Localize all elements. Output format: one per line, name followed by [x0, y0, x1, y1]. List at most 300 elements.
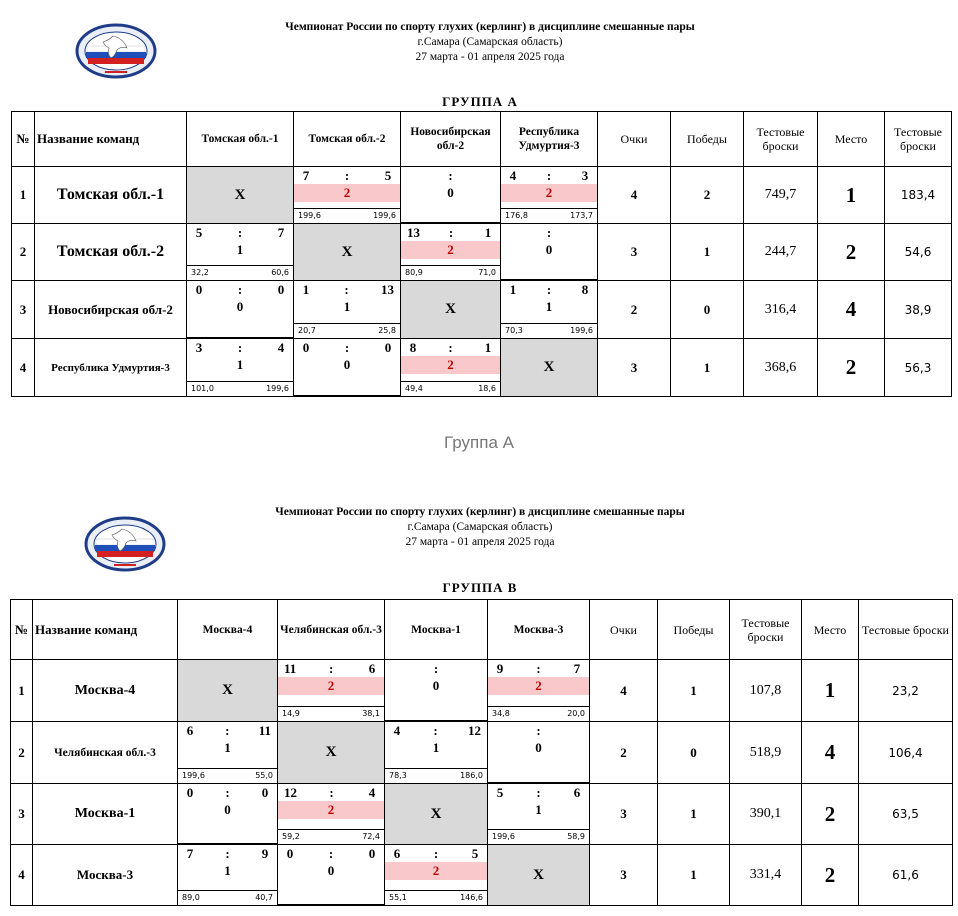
score-separator: :	[328, 661, 334, 676]
match-points: 0	[224, 802, 231, 817]
match-result	[178, 722, 277, 783]
match-cell	[385, 722, 488, 784]
team-name: Челябинская обл.-3	[33, 722, 178, 784]
points: 2	[598, 281, 671, 339]
test-throw-opponent: 38,1	[362, 709, 380, 718]
table-row	[12, 224, 952, 281]
score-separator: :	[344, 282, 349, 297]
match-result	[401, 224, 500, 280]
score-own: 6	[393, 846, 401, 861]
col-test-throws: Тестовые броски	[730, 600, 802, 660]
score-own: 6	[186, 723, 194, 738]
test-throws-2: 106,4	[859, 722, 953, 784]
score-own: 9	[496, 661, 504, 676]
match-score	[294, 339, 400, 356]
score-separator: :	[546, 282, 552, 297]
match-points: 0	[327, 863, 335, 878]
team-name: Томская обл.-2	[35, 224, 187, 281]
test-throws-2: 23,2	[859, 660, 953, 722]
championship-title: Чемпионат России по спорту глухих (керлинг) в дисциплине смешанные пары	[285, 21, 695, 33]
score-own: 12	[284, 785, 297, 800]
col-team-2: Челябинская обл.-3	[278, 600, 385, 660]
match-cell	[278, 784, 385, 845]
test-throws-pair	[488, 829, 589, 844]
score-separator: :	[448, 168, 453, 183]
test-throws: 107,8	[730, 660, 802, 722]
match-score	[294, 167, 400, 184]
row-number: 1	[12, 167, 35, 224]
col-team-name: Название команд	[35, 112, 187, 167]
score-own: 0	[286, 846, 294, 861]
score-opponent: 13	[381, 282, 394, 297]
match-points: 0	[535, 740, 542, 755]
championship-header	[180, 20, 800, 65]
row-number: 4	[11, 845, 33, 906]
match-points: 1	[535, 802, 542, 817]
match-score	[178, 845, 277, 862]
test-throw-opponent: 199,6	[266, 384, 289, 393]
score-opponent: 11	[258, 723, 271, 738]
score-separator: :	[237, 282, 243, 297]
col-test-throws-2: Тестовые броски	[859, 600, 953, 660]
group-title: ГРУППА А	[442, 94, 518, 109]
table-row	[12, 281, 952, 339]
score-opponent: 3	[581, 168, 589, 183]
col-team-1: Томская обл.-1	[187, 112, 294, 167]
match-score	[401, 224, 500, 241]
match-score	[187, 339, 293, 356]
match-points: 1	[545, 299, 553, 314]
group-caption: Группа А	[444, 433, 514, 452]
test-throws-pair	[401, 222, 500, 223]
col-team-3: Новосибирская обл-2	[401, 112, 501, 167]
points: 4	[590, 660, 658, 722]
match-cell	[278, 660, 385, 722]
test-throws-pair	[501, 323, 597, 338]
test-throw-opponent: 58,9	[567, 832, 585, 841]
match-result	[385, 722, 487, 783]
score-own: 4	[509, 168, 517, 183]
match-points: 1	[236, 242, 244, 257]
score-separator: :	[433, 846, 439, 861]
match-cell	[178, 722, 278, 784]
championship-dates: 27 марта - 01 апреля 2025 года	[405, 536, 555, 548]
row-number: 3	[11, 784, 33, 845]
score-own: 7	[186, 846, 194, 861]
score-own: 5	[195, 225, 203, 240]
table-row	[11, 660, 953, 722]
match-cell	[178, 784, 278, 845]
test-throw-opponent: 146,6	[460, 893, 483, 902]
score-separator: :	[237, 225, 243, 240]
score-separator: :	[344, 340, 350, 355]
row-number: 4	[12, 339, 35, 397]
match-result	[278, 845, 384, 905]
score-own: 3	[195, 340, 203, 355]
col-place: Место	[802, 600, 859, 660]
test-throw-own: 14,9	[282, 709, 300, 718]
test-throws-2: 38,9	[885, 281, 952, 339]
wins: 2	[671, 167, 744, 224]
match-result	[187, 339, 293, 396]
test-throws-2: 63,5	[859, 784, 953, 845]
score-opponent: 5	[384, 168, 392, 183]
self-match-cell: X	[278, 722, 385, 784]
col-points: Очки	[598, 112, 671, 167]
score-separator: :	[433, 723, 438, 738]
col-team-1: Москва-4	[178, 600, 278, 660]
match-score	[294, 281, 400, 298]
match-points-win: 2	[501, 184, 597, 202]
score-separator: :	[344, 168, 350, 183]
test-throw-opponent: 186,0	[460, 771, 483, 780]
match-score	[178, 722, 277, 739]
score-separator: :	[225, 723, 230, 738]
score-separator: :	[328, 846, 334, 861]
match-cell	[488, 722, 590, 784]
table-row	[11, 722, 953, 784]
match-cell	[501, 224, 598, 281]
score-separator: :	[448, 340, 453, 355]
test-throw-own: 89,0	[182, 893, 200, 902]
test-throw-opponent: 199,6	[570, 326, 593, 335]
table-row	[12, 339, 952, 397]
score-own: 0	[186, 785, 194, 800]
championship-dates: 27 марта - 01 апреля 2025 года	[415, 51, 565, 63]
match-result	[187, 281, 293, 338]
col-team-name: Название команд	[33, 600, 178, 660]
test-throw-opponent: 40,7	[255, 893, 273, 902]
score-opponent: 12	[468, 723, 481, 738]
standings-table	[10, 599, 953, 906]
match-cell	[401, 339, 501, 397]
match-score	[385, 660, 487, 677]
wins: 0	[671, 281, 744, 339]
score-opponent: 4	[277, 340, 285, 355]
match-result	[488, 660, 589, 721]
col-wins: Победы	[658, 600, 730, 660]
score-opponent: 7	[277, 225, 285, 240]
place: 1	[818, 167, 885, 224]
test-throws-pair	[187, 337, 293, 338]
test-throw-own: 34,8	[492, 709, 510, 718]
test-throws: 331,4	[730, 845, 802, 906]
col-team-4: Республика Удмуртия-3	[501, 112, 598, 167]
team-name: Республика Удмуртия-3	[35, 339, 187, 397]
team-name: Новосибирская обл-2	[35, 281, 187, 339]
match-points-win: 2	[488, 677, 589, 695]
test-throws: 390,1	[730, 784, 802, 845]
test-throw-own: 199,6	[298, 211, 321, 220]
row-number: 1	[11, 660, 33, 722]
match-score	[187, 224, 293, 241]
test-throw-own: 80,9	[405, 268, 423, 277]
score-separator: :	[546, 225, 552, 240]
score-opponent	[579, 224, 591, 241]
wins: 1	[658, 660, 730, 722]
test-throw-own: 78,3	[389, 771, 407, 780]
wins: 1	[658, 784, 730, 845]
test-throws-2: 54,6	[885, 224, 952, 281]
match-result	[488, 722, 589, 783]
match-result	[278, 784, 384, 844]
test-throws-pair	[278, 904, 384, 905]
match-points: 0	[236, 299, 244, 314]
match-points-win: 2	[278, 801, 384, 819]
self-match-cell: X	[401, 281, 501, 339]
test-throws-pair	[501, 208, 597, 223]
score-opponent	[469, 660, 481, 677]
match-cell	[488, 784, 590, 845]
match-score	[178, 784, 277, 801]
match-result	[294, 339, 400, 396]
score-opponent: 7	[573, 661, 581, 676]
test-throws: 749,7	[744, 167, 818, 224]
match-points: 0	[432, 678, 440, 693]
match-cell	[385, 845, 488, 906]
test-throw-opponent: 199,6	[373, 211, 396, 220]
championship-location: г.Самара (Самарская область)	[417, 36, 563, 48]
test-throws-pair	[294, 208, 400, 223]
test-throws: 368,6	[744, 339, 818, 397]
row-number: 2	[11, 722, 33, 784]
test-throws-pair	[278, 829, 384, 844]
group-title: ГРУППА В	[442, 580, 518, 595]
team-name: Москва-4	[33, 660, 178, 722]
col-test-throws-2: Тестовые броски	[885, 112, 952, 167]
test-throw-own: 101,0	[191, 384, 214, 393]
match-result	[385, 660, 487, 721]
score-opponent: 0	[261, 785, 269, 800]
place: 4	[802, 722, 859, 784]
test-throws-pair	[187, 381, 293, 396]
score-opponent: 8	[581, 282, 589, 297]
match-cell	[178, 845, 278, 906]
score-own	[507, 224, 519, 241]
col-team-2: Томская обл.-2	[294, 112, 401, 167]
score-opponent: 0	[277, 282, 285, 297]
match-cell	[187, 281, 294, 339]
points: 3	[598, 339, 671, 397]
test-throws-pair	[178, 890, 277, 905]
match-points-win: 2	[294, 184, 400, 202]
score-own: 11	[284, 661, 297, 676]
points: 3	[590, 845, 658, 906]
match-result	[178, 845, 277, 905]
score-own: 1	[509, 282, 517, 297]
test-throw-opponent: 25,8	[378, 326, 396, 335]
match-result	[278, 660, 384, 721]
team-name: Томская обл.-1	[35, 167, 187, 224]
standings-table	[11, 111, 952, 397]
self-match-cell: X	[187, 167, 294, 224]
test-throw-own: 59,2	[282, 832, 300, 841]
match-cell	[401, 167, 501, 224]
test-throw-own: 70,3	[505, 326, 523, 335]
match-cell	[187, 339, 294, 397]
col-team-4: Москва-3	[488, 600, 590, 660]
match-cell	[294, 281, 401, 339]
match-points: 1	[343, 299, 351, 314]
score-own: 1	[302, 282, 310, 297]
place: 1	[802, 660, 859, 722]
score-own	[391, 660, 403, 677]
match-cell	[294, 339, 401, 397]
points: 4	[598, 167, 671, 224]
match-points-win: 2	[401, 356, 500, 374]
match-score	[501, 167, 597, 184]
self-match-cell: X	[385, 784, 488, 845]
match-result	[385, 845, 487, 905]
score-opponent: 0	[384, 340, 392, 355]
score-separator: :	[329, 785, 334, 800]
match-cell	[401, 224, 501, 281]
match-result	[501, 281, 597, 338]
wins: 1	[671, 224, 744, 281]
row-number: 2	[12, 224, 35, 281]
score-own: 7	[302, 168, 310, 183]
match-score	[488, 660, 589, 677]
test-throws-pair	[385, 890, 487, 905]
group-b-sheet	[0, 490, 958, 916]
match-result	[501, 224, 597, 280]
col-team-3: Москва-1	[385, 600, 488, 660]
score-opponent: 1	[484, 340, 492, 355]
test-throws: 244,7	[744, 224, 818, 281]
table-row	[12, 167, 952, 224]
match-score	[501, 281, 597, 298]
table-row	[11, 784, 953, 845]
points: 3	[598, 224, 671, 281]
standings-body	[12, 167, 952, 397]
match-cell	[278, 845, 385, 906]
test-throws-pair	[488, 782, 589, 783]
col-points: Очки	[590, 600, 658, 660]
test-throws-pair	[401, 381, 500, 396]
match-cell	[501, 281, 598, 339]
match-points-win: 2	[385, 862, 487, 880]
test-throws-pair	[385, 768, 487, 783]
score-opponent: 4	[368, 785, 376, 800]
score-separator: :	[448, 225, 454, 240]
match-result	[294, 281, 400, 338]
standings-body	[11, 660, 953, 906]
score-own: 0	[302, 340, 310, 355]
self-match-cell: X	[488, 845, 590, 906]
score-opponent	[571, 722, 583, 739]
test-throw-own: 176,8	[505, 211, 528, 220]
match-points: 0	[447, 185, 454, 200]
test-throws: 518,9	[730, 722, 802, 784]
test-throw-opponent: 20,0	[567, 709, 585, 718]
championship-location: г.Самара (Самарская область)	[407, 521, 553, 533]
score-separator: :	[433, 661, 439, 676]
match-result	[401, 339, 500, 396]
score-separator: :	[546, 168, 552, 183]
match-score	[385, 722, 487, 739]
col-wins: Победы	[671, 112, 744, 167]
test-throws-pair	[294, 395, 400, 396]
wins: 1	[658, 845, 730, 906]
match-result	[401, 167, 500, 223]
place: 2	[818, 339, 885, 397]
test-throw-opponent: 173,7	[570, 211, 593, 220]
test-throw-own: 199,6	[182, 771, 205, 780]
match-points-win: 2	[401, 241, 500, 259]
score-own: 5	[496, 785, 504, 800]
match-score	[401, 339, 500, 356]
match-score	[385, 845, 487, 862]
match-score	[278, 784, 384, 801]
test-throws-pair	[178, 843, 277, 844]
test-throws-2: 183,4	[885, 167, 952, 224]
test-throw-opponent: 18,6	[478, 384, 496, 393]
test-throws-pair	[178, 768, 277, 783]
match-points: 0	[343, 357, 351, 372]
test-throw-own: 49,4	[405, 384, 423, 393]
test-throws-pair	[278, 706, 384, 721]
match-points: 1	[224, 740, 231, 755]
score-opponent: 6	[368, 661, 376, 676]
test-throw-own: 20,7	[298, 326, 316, 335]
score-own	[407, 167, 419, 184]
wins: 0	[658, 722, 730, 784]
score-opponent: 5	[471, 846, 479, 861]
match-result	[501, 167, 597, 223]
row-number: 3	[12, 281, 35, 339]
test-throws-pair	[401, 265, 500, 280]
match-points-win: 2	[278, 677, 384, 695]
match-score	[187, 281, 293, 298]
match-cell	[187, 224, 294, 281]
championship-header	[170, 505, 790, 550]
match-cell	[294, 167, 401, 224]
match-result	[294, 167, 400, 223]
score-separator: :	[536, 661, 541, 676]
test-throws-2: 61,6	[859, 845, 953, 906]
test-throw-own: 55,1	[389, 893, 407, 902]
match-score	[488, 784, 589, 801]
points: 3	[590, 784, 658, 845]
score-separator: :	[536, 723, 541, 738]
match-result	[178, 784, 277, 844]
test-throw-own: 199,6	[492, 832, 515, 841]
score-opponent: 1	[484, 225, 492, 240]
federation-logo-icon	[75, 22, 157, 80]
place: 2	[802, 784, 859, 845]
score-separator: :	[225, 846, 230, 861]
match-cell	[385, 660, 488, 722]
score-opponent: 6	[573, 785, 581, 800]
score-own: 8	[409, 340, 417, 355]
table-row	[11, 845, 953, 906]
score-own: 0	[195, 282, 203, 297]
match-score	[501, 224, 597, 241]
test-throws-pair	[187, 265, 293, 280]
place: 4	[818, 281, 885, 339]
score-own: 4	[393, 723, 401, 738]
match-score	[278, 660, 384, 677]
col-test-throws: Тестовые броски	[744, 112, 818, 167]
match-points: 1	[224, 863, 231, 878]
self-match-cell: X	[294, 224, 401, 281]
match-points: 1	[432, 740, 440, 755]
test-throws-pair	[488, 706, 589, 721]
match-result	[187, 224, 293, 280]
test-throws-pair	[294, 323, 400, 338]
points: 2	[590, 722, 658, 784]
col-place: Место	[818, 112, 885, 167]
